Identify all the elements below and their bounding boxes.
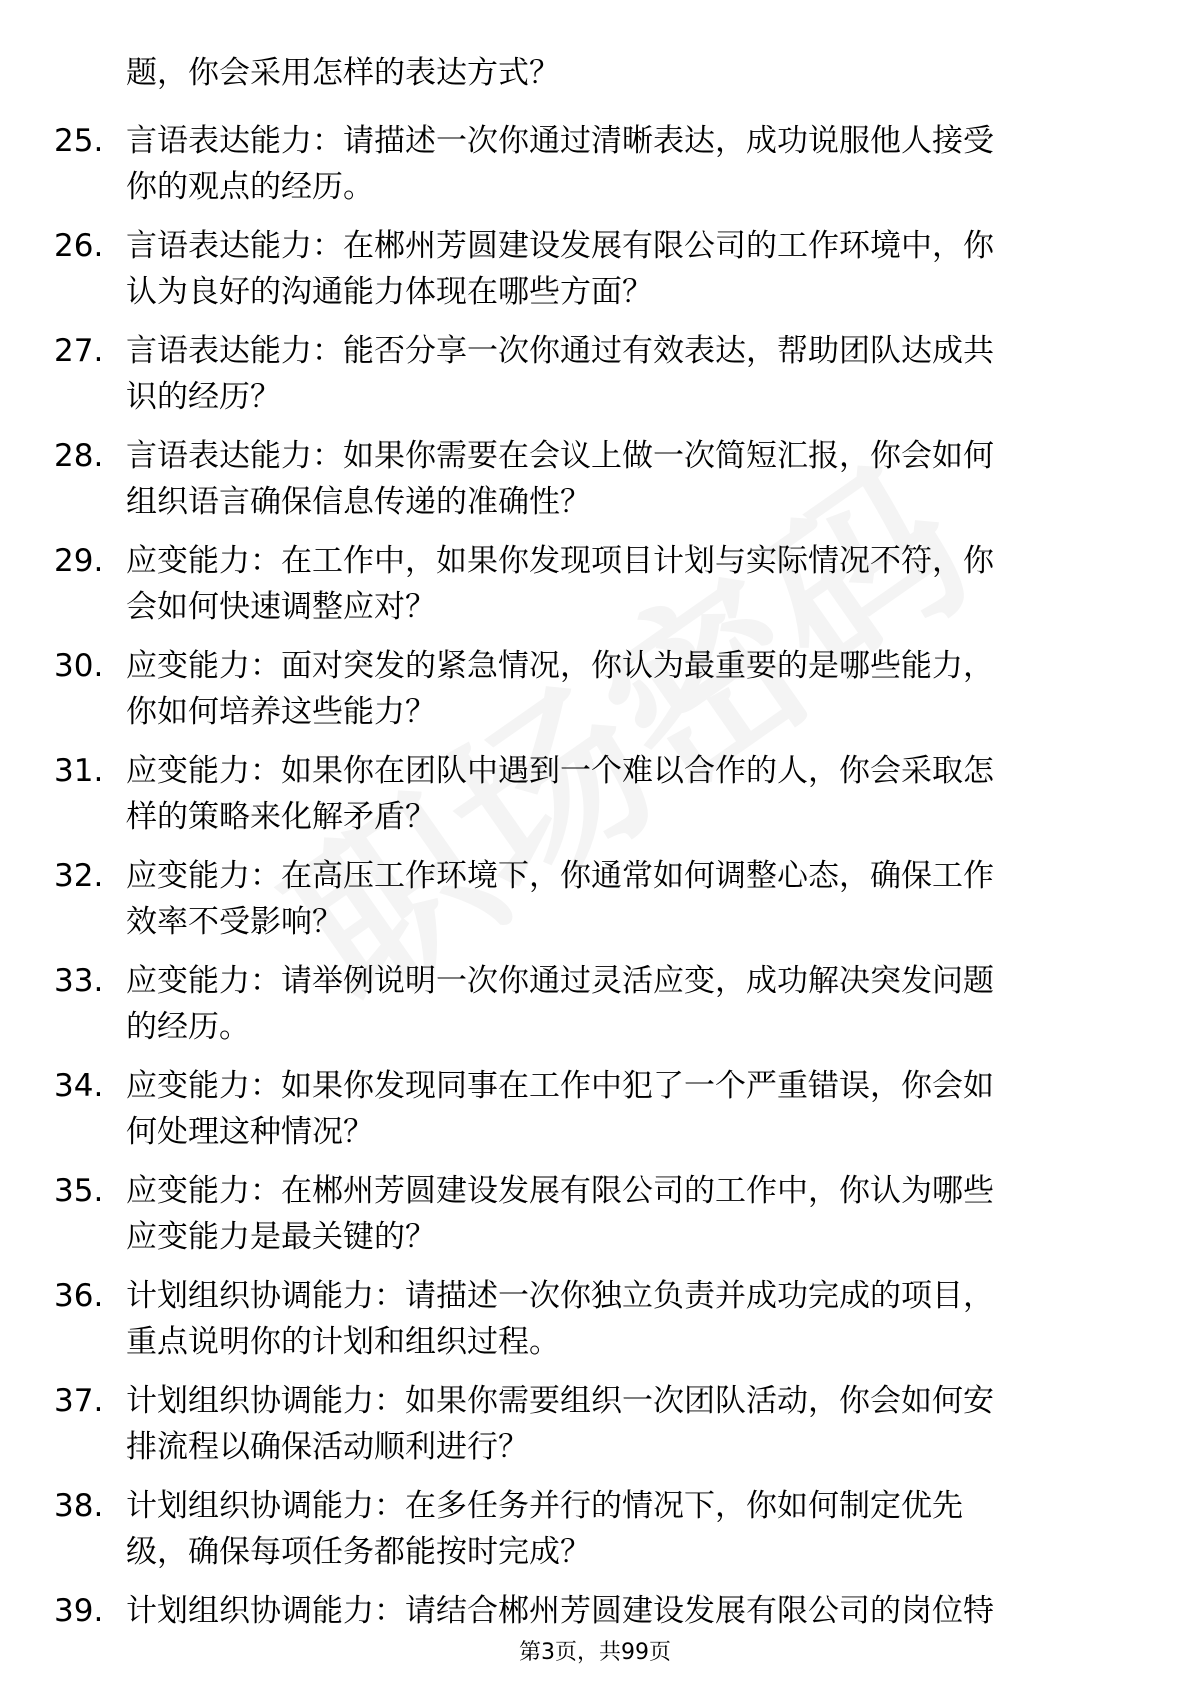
question-line: 言语表达能力：如果你需要在会议上做一次简短汇报，你会如何 [126, 438, 994, 474]
question-line: 应变能力是最关键的？ [126, 1219, 436, 1255]
question-line: 效率不受影响？ [126, 904, 343, 940]
question-line: 何处理这种情况？ [126, 1114, 374, 1150]
question-line: 的经历。 [126, 1009, 250, 1045]
question-line: 应变能力：如果你发现同事在工作中犯了一个严重错误，你会如 [126, 1068, 994, 1104]
page-footer: 第3页，共99页 [519, 1640, 671, 1665]
question-number: 36. [54, 1278, 104, 1314]
question-item [0, 328, 1190, 433]
question-text [126, 1588, 1126, 1634]
question-item [0, 1168, 1190, 1273]
question-item [0, 853, 1190, 958]
question-number: 37. [54, 1383, 104, 1419]
question-item [0, 118, 1190, 223]
question-text [126, 1483, 1126, 1575]
question-line: 会如何快速调整应对？ [126, 589, 436, 625]
question-line: 计划组织协调能力：在多任务并行的情况下，你如何制定优先 [126, 1488, 963, 1524]
question-number: 29. [54, 543, 104, 579]
question-item [0, 1063, 1190, 1168]
question-list [0, 118, 1190, 1693]
question-text [126, 643, 1126, 735]
question-line: 计划组织协调能力：如果你需要组织一次团队活动，你会如何安 [126, 1383, 994, 1419]
question-line: 样的策略来化解矛盾？ [126, 799, 436, 835]
question-number: 30. [54, 648, 104, 684]
question-line: 计划组织协调能力：请描述一次你独立负责并成功完成的项目， [126, 1278, 994, 1314]
question-item [0, 1483, 1190, 1588]
question-number: 38. [54, 1488, 104, 1524]
question-line: 应变能力：在工作中，如果你发现项目计划与实际情况不符，你 [126, 543, 994, 579]
question-line: 应变能力：请举例说明一次你通过灵活应变，成功解决突发问题 [126, 963, 994, 999]
question-item [0, 433, 1190, 538]
question-text [126, 1273, 1126, 1365]
question-item [0, 643, 1190, 748]
question-text [126, 328, 1126, 420]
question-line: 应变能力：面对突发的紧急情况，你认为最重要的是哪些能力， [126, 648, 994, 684]
question-item [0, 958, 1190, 1063]
question-item [0, 223, 1190, 328]
question-text [126, 853, 1126, 945]
question-line: 重点说明你的计划和组织过程。 [126, 1324, 560, 1360]
question-number: 34. [54, 1068, 104, 1104]
question-text [126, 433, 1126, 525]
question-line: 计划组织协调能力：请结合郴州芳圆建设发展有限公司的岗位特 [126, 1593, 994, 1629]
question-text [126, 748, 1126, 840]
question-line: 言语表达能力：在郴州芳圆建设发展有限公司的工作环境中，你 [126, 228, 994, 264]
question-item [0, 1378, 1190, 1483]
question-number: 33. [54, 963, 104, 999]
question-line: 应变能力：如果你在团队中遇到一个难以合作的人，你会采取怎 [126, 753, 994, 789]
question-number: 27. [54, 333, 104, 369]
question-item [0, 1273, 1190, 1378]
question-number: 28. [54, 438, 104, 474]
question-text [126, 958, 1126, 1050]
question-line: 级，确保每项任务都能按时完成？ [126, 1534, 591, 1570]
question-number: 32. [54, 858, 104, 894]
question-line: 言语表达能力：能否分享一次你通过有效表达，帮助团队达成共 [126, 333, 994, 369]
question-line: 组织语言确保信息传递的准确性？ [126, 484, 591, 520]
question-line: 你的观点的经历。 [126, 169, 374, 205]
question-number: 25. [54, 123, 104, 159]
question-item [0, 748, 1190, 853]
question-text [126, 1063, 1126, 1155]
question-item [0, 538, 1190, 643]
question-text [126, 538, 1126, 630]
question-number: 35. [54, 1173, 104, 1209]
question-text [126, 223, 1126, 315]
question-line: 应变能力：在郴州芳圆建设发展有限公司的工作中，你认为哪些 [126, 1173, 994, 1209]
question-text [126, 118, 1126, 210]
question-number: 26. [54, 228, 104, 264]
question-line: 认为良好的沟通能力体现在哪些方面？ [126, 274, 653, 310]
question-line: 应变能力：在高压工作环境下，你通常如何调整心态，确保工作 [126, 858, 994, 894]
question-line: 言语表达能力：请描述一次你通过清晰表达，成功说服他人接受 [126, 123, 994, 159]
continuation-line: 题，你会采用怎样的表达方式？ [126, 55, 560, 91]
question-line: 你如何培养这些能力？ [126, 694, 436, 730]
question-line: 识的经历？ [126, 379, 281, 415]
question-text [126, 1378, 1126, 1470]
question-number: 39. [54, 1593, 104, 1629]
question-line: 排流程以确保活动顺利进行？ [126, 1429, 529, 1465]
question-text [126, 1168, 1126, 1260]
question-number: 31. [54, 753, 104, 789]
